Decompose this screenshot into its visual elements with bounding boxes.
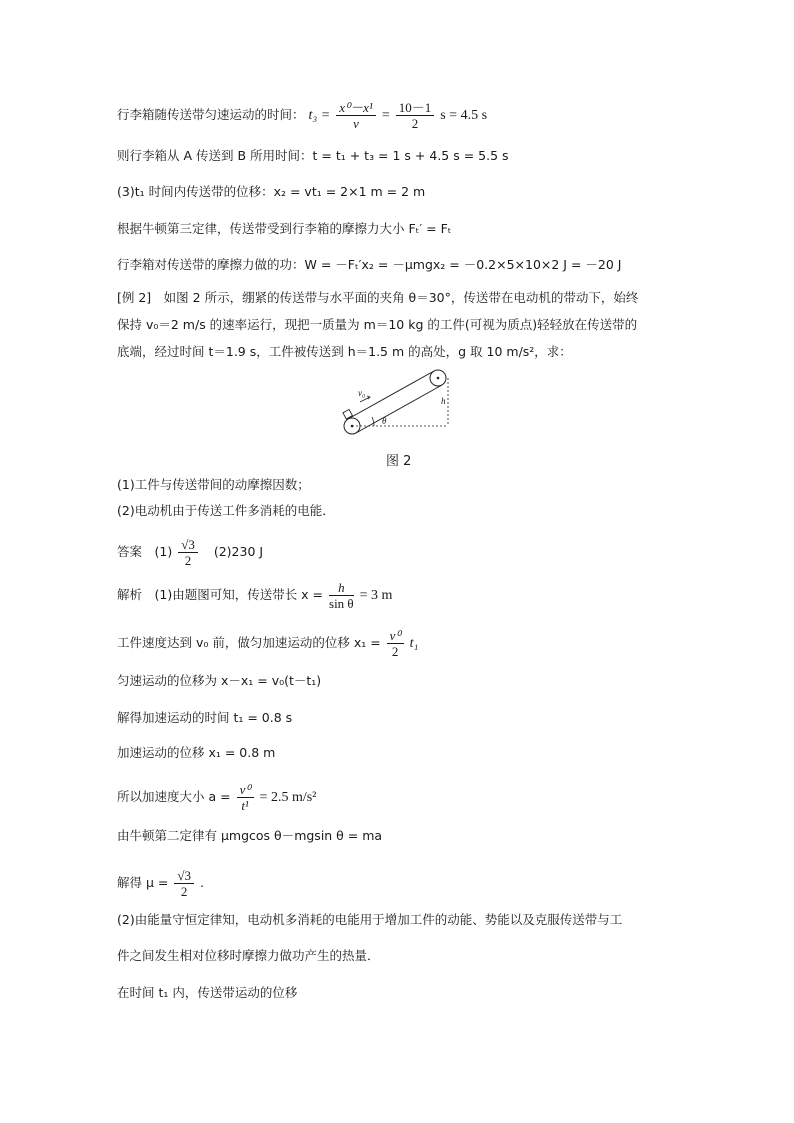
answer-line — [117, 537, 263, 568]
fraction — [396, 100, 435, 131]
question-2: (2)电动机由于传送工件多消耗的电能． — [117, 503, 335, 518]
frac-den: 2 — [184, 553, 192, 568]
result: s = 4.5 s — [440, 108, 488, 123]
frac-num: x⁰－x¹ — [336, 100, 376, 116]
conveyor-diagram — [336, 366, 456, 442]
text: 解得 μ = — [117, 875, 169, 890]
text: 工件速度达到 v₀ 前，做匀加速运动的位移 x₁ = — [117, 635, 381, 650]
line-uniform-time — [117, 100, 487, 131]
frac-num: v⁰ — [237, 782, 254, 798]
figure-caption: 图 2 — [386, 454, 412, 469]
frac-num: √3 — [178, 537, 198, 553]
frac-den: 2 — [180, 884, 188, 899]
line-total-time: 则行李箱从 A 传送到 B 所用时间：t = t₁ + t₃ = 1 s + 4.5 s = 5.5 s — [117, 148, 509, 163]
answer-label: 答案 (1) — [117, 544, 173, 559]
accel-displacement-line — [117, 628, 418, 659]
example-line-1: [例 2] 如图 2 所示，绷紧的传送带与水平面的夹角 θ＝30°，传送带在电动机的带动下，始终 — [117, 290, 639, 305]
energy-line-1: (2)由能量守恒定律知，电动机多消耗的电能用于增加工件的动能、势能以及克服传送带与工 — [117, 912, 623, 927]
line-belt-displacement: (3)t₁ 时间内传送带的位移：x₂ = vt₁ = 2×1 m = 2 m — [117, 184, 426, 199]
frac-num: √3 — [174, 868, 194, 884]
example-line-2: 保持 v₀＝2 m/s 的速率运行，现把一质量为 m＝10 kg 的工件(可视为质点)轻轻放在传送带的 — [117, 317, 638, 332]
fraction — [387, 628, 404, 659]
belt-move-line: 在时间 t₁ 内，传送带运动的位移 — [117, 985, 298, 1000]
fraction — [174, 868, 194, 899]
accel-time-line: 解得加速运动的时间 t₁ = 0.8 s — [117, 710, 293, 725]
uniform-displacement-line: 匀速运动的位移为 x－x₁ = v₀(t－t₁) — [117, 673, 322, 688]
text: 所以加速度大小 a = — [117, 789, 231, 804]
frac-num: 10－1 — [396, 100, 435, 116]
frac-den: v — [353, 116, 359, 131]
answer-2: (2)230 J — [213, 544, 264, 559]
result: = 2.5 m/s² — [259, 790, 317, 805]
conveyor-figure — [336, 366, 456, 446]
text: 行李箱随传送带匀速运动的时间： — [117, 107, 305, 122]
acceleration-line — [117, 782, 316, 813]
frac-den: 2 — [411, 116, 419, 131]
fraction — [237, 782, 254, 813]
solution-line — [117, 580, 392, 611]
line-friction-work: 行李箱对传送带的摩擦力做的功：W = －Fₜ′x₂ = －μmgx₂ = －0.2×5×10×2 J = －20 J — [117, 257, 622, 272]
frac-den: t¹ — [241, 798, 249, 813]
label-theta: θ — [382, 416, 387, 426]
frac-num: h — [329, 580, 354, 596]
energy-line-2: 件之间发生相对位移时摩擦力做功产生的热量． — [117, 948, 380, 963]
label-v0: v₀ — [358, 388, 366, 398]
fraction — [329, 580, 354, 611]
solution-label: 解析 (1)由题图可知，传送带长 x = — [117, 587, 324, 602]
line-third-law: 根据牛顿第三定律，传送带受到行李箱的摩擦力大小 Fₜ′ = Fₜ — [117, 221, 452, 236]
tail: t₁ — [409, 636, 419, 651]
result: = 3 m — [359, 588, 393, 603]
fraction — [178, 537, 198, 568]
question-1: (1)工件与传送带间的动摩擦因数； — [117, 477, 310, 492]
newton-second-law-line: 由牛顿第二定律有 μmgcos θ－mgsin θ = ma — [117, 828, 383, 843]
example-line-3: 底端，经过时间 t＝1.9 s，工件被传送到 h＝1.5 m 的高处，g 取 10 m/s²，求： — [117, 344, 572, 359]
var-t3: t₃ = — [308, 108, 331, 123]
frac-den: sin θ — [329, 596, 354, 611]
sqrt-radicand: 3 — [184, 868, 191, 883]
frac-num: v⁰ — [387, 628, 404, 644]
sqrt-radicand: 3 — [188, 537, 195, 552]
accel-disp-value-line: 加速运动的位移 x₁ = 0.8 m — [117, 745, 276, 760]
period: . — [199, 875, 204, 890]
frac-den: 2 — [391, 644, 399, 659]
mu-result-line — [117, 868, 204, 899]
label-h: h — [441, 396, 446, 406]
fraction — [336, 100, 376, 131]
equals: = — [381, 108, 390, 123]
